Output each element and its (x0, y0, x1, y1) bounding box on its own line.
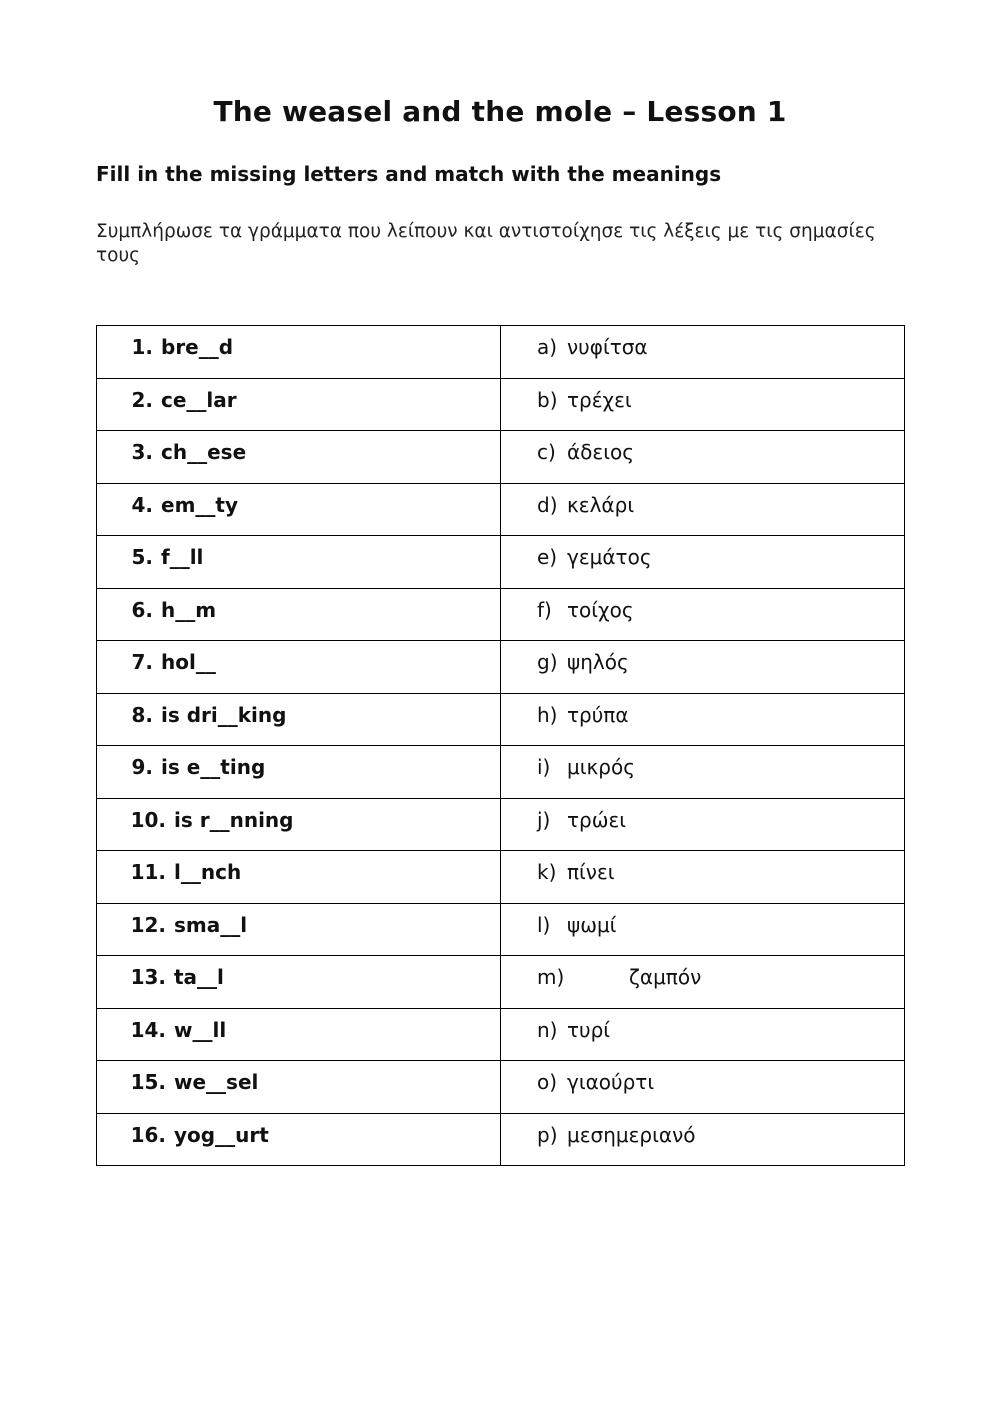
meaning-letter: c) (537, 440, 556, 464)
word-cell (97, 798, 501, 851)
meaning-letter: m) (537, 965, 565, 989)
table-row (97, 378, 905, 431)
word-number: 8. (131, 702, 153, 727)
word-number: 16. (130, 1122, 166, 1147)
meaning-cell (501, 536, 905, 589)
word-cell (97, 956, 501, 1009)
meaning-letter: k) (537, 860, 557, 884)
meaning-text: άδειος (567, 440, 634, 464)
word-cell (97, 588, 501, 641)
table-row (97, 1113, 905, 1166)
word-cell (97, 536, 501, 589)
meaning-cell (501, 641, 905, 694)
meaning-text: πίνει (567, 860, 615, 884)
word-cell (97, 693, 501, 746)
meaning-cell (501, 326, 905, 379)
meaning-cell (501, 378, 905, 431)
word-number: 9. (131, 755, 153, 779)
table-row (97, 483, 905, 536)
table-row (97, 851, 905, 904)
word-cell (97, 326, 501, 379)
word-with-blank: yog__urt (174, 1122, 269, 1147)
word-cell (97, 483, 501, 536)
meaning-cell (501, 693, 905, 746)
meaning-text: τρύπα (567, 702, 629, 727)
meaning-cell (501, 1008, 905, 1061)
meaning-cell (501, 1061, 905, 1114)
meaning-text: τρώει (567, 807, 627, 832)
meaning-letter: o) (537, 1070, 558, 1094)
word-number: 6. (131, 597, 153, 622)
word-number: 15. (130, 1070, 166, 1094)
meaning-cell (501, 798, 905, 851)
meaning-cell (501, 1113, 905, 1166)
meaning-letter: d) (537, 492, 558, 517)
meaning-letter: b) (537, 387, 558, 412)
table-row (97, 956, 905, 1009)
word-number: 5. (131, 545, 153, 569)
table-row (97, 693, 905, 746)
word-with-blank: ta__l (174, 965, 224, 989)
meaning-cell (501, 431, 905, 484)
worksheet-title: The weasel and the mole – Lesson 1 (213, 95, 787, 128)
table-row (97, 1061, 905, 1114)
meaning-text: νυφίτσα (567, 335, 648, 359)
matching-table (96, 325, 905, 1166)
word-number: 4. (131, 492, 153, 517)
word-number: 14. (130, 1017, 166, 1042)
exercise-instructions: Συμπλήρωσε τα γράμματα που λείπουν και αντιστοίχησε τις λέξεις με τις σημασίες τους (96, 221, 876, 266)
meaning-cell (501, 903, 905, 956)
word-with-blank: ch__ese (161, 440, 247, 464)
meaning-text: τρέχει (567, 387, 632, 412)
word-with-blank: f__ll (161, 545, 204, 569)
word-cell (97, 1061, 501, 1114)
word-number: 3. (131, 440, 153, 464)
word-cell (97, 1113, 501, 1166)
meaning-letter: f) (537, 597, 552, 622)
word-with-blank: is dri__king (161, 702, 287, 727)
word-with-blank: em__ty (161, 492, 239, 517)
meaning-text: κελάρι (567, 492, 635, 517)
meaning-text: τυρί (567, 1017, 611, 1042)
word-cell (97, 746, 501, 799)
table-row (97, 431, 905, 484)
meaning-cell (501, 483, 905, 536)
meaning-cell (501, 746, 905, 799)
meaning-text: μικρός (567, 755, 635, 779)
meaning-text: ψωμί (567, 912, 617, 937)
meaning-letter: h) (537, 702, 558, 727)
word-cell (97, 641, 501, 694)
meaning-cell (501, 851, 905, 904)
word-with-blank: ce__lar (161, 387, 237, 412)
word-cell (97, 431, 501, 484)
table-row (97, 641, 905, 694)
word-with-blank: hol__ (161, 650, 216, 674)
table-row (97, 903, 905, 956)
table-row (97, 746, 905, 799)
meaning-letter: e) (537, 545, 558, 569)
word-cell (97, 378, 501, 431)
meaning-letter: g) (537, 650, 558, 674)
word-with-blank: is r__nning (174, 807, 294, 832)
meaning-text: μεσημεριανό (567, 1122, 696, 1147)
word-number: 7. (131, 650, 153, 674)
exercise-heading: Fill in the missing letters and match with the meanings (96, 162, 722, 186)
table-row (97, 536, 905, 589)
word-with-blank: we__sel (174, 1070, 259, 1094)
word-number: 12. (130, 912, 166, 937)
meaning-letter: n) (537, 1017, 558, 1042)
meaning-text: τοίχος (567, 597, 634, 622)
word-number: 13. (130, 965, 166, 989)
meaning-letter: i) (537, 755, 551, 779)
table-row (97, 588, 905, 641)
meaning-text: γεμάτος (567, 545, 652, 569)
word-cell (97, 903, 501, 956)
word-number: 10. (130, 807, 166, 832)
word-number: 1. (131, 335, 153, 359)
word-number: 2. (131, 387, 153, 412)
table-row (97, 326, 905, 379)
word-with-blank: bre__d (161, 335, 234, 359)
word-cell (97, 851, 501, 904)
word-with-blank: h__m (161, 597, 217, 622)
word-cell (97, 1008, 501, 1061)
meaning-cell (501, 588, 905, 641)
meaning-cell (501, 956, 905, 1009)
word-with-blank: is e__ting (161, 755, 266, 779)
meaning-letter: l) (537, 912, 551, 937)
table-row (97, 1008, 905, 1061)
table-row (97, 798, 905, 851)
meaning-text: ψηλός (567, 650, 629, 674)
word-with-blank: l__nch (174, 860, 242, 884)
word-with-blank: sma__l (174, 912, 248, 937)
meaning-letter: j) (537, 807, 551, 832)
word-number: 11. (130, 860, 166, 884)
meaning-letter: p) (537, 1122, 558, 1147)
meaning-text: γιαούρτι (567, 1070, 655, 1094)
word-with-blank: w__ll (174, 1017, 227, 1042)
meaning-letter: a) (537, 335, 558, 359)
meaning-text: ζαμπόν (629, 965, 702, 989)
